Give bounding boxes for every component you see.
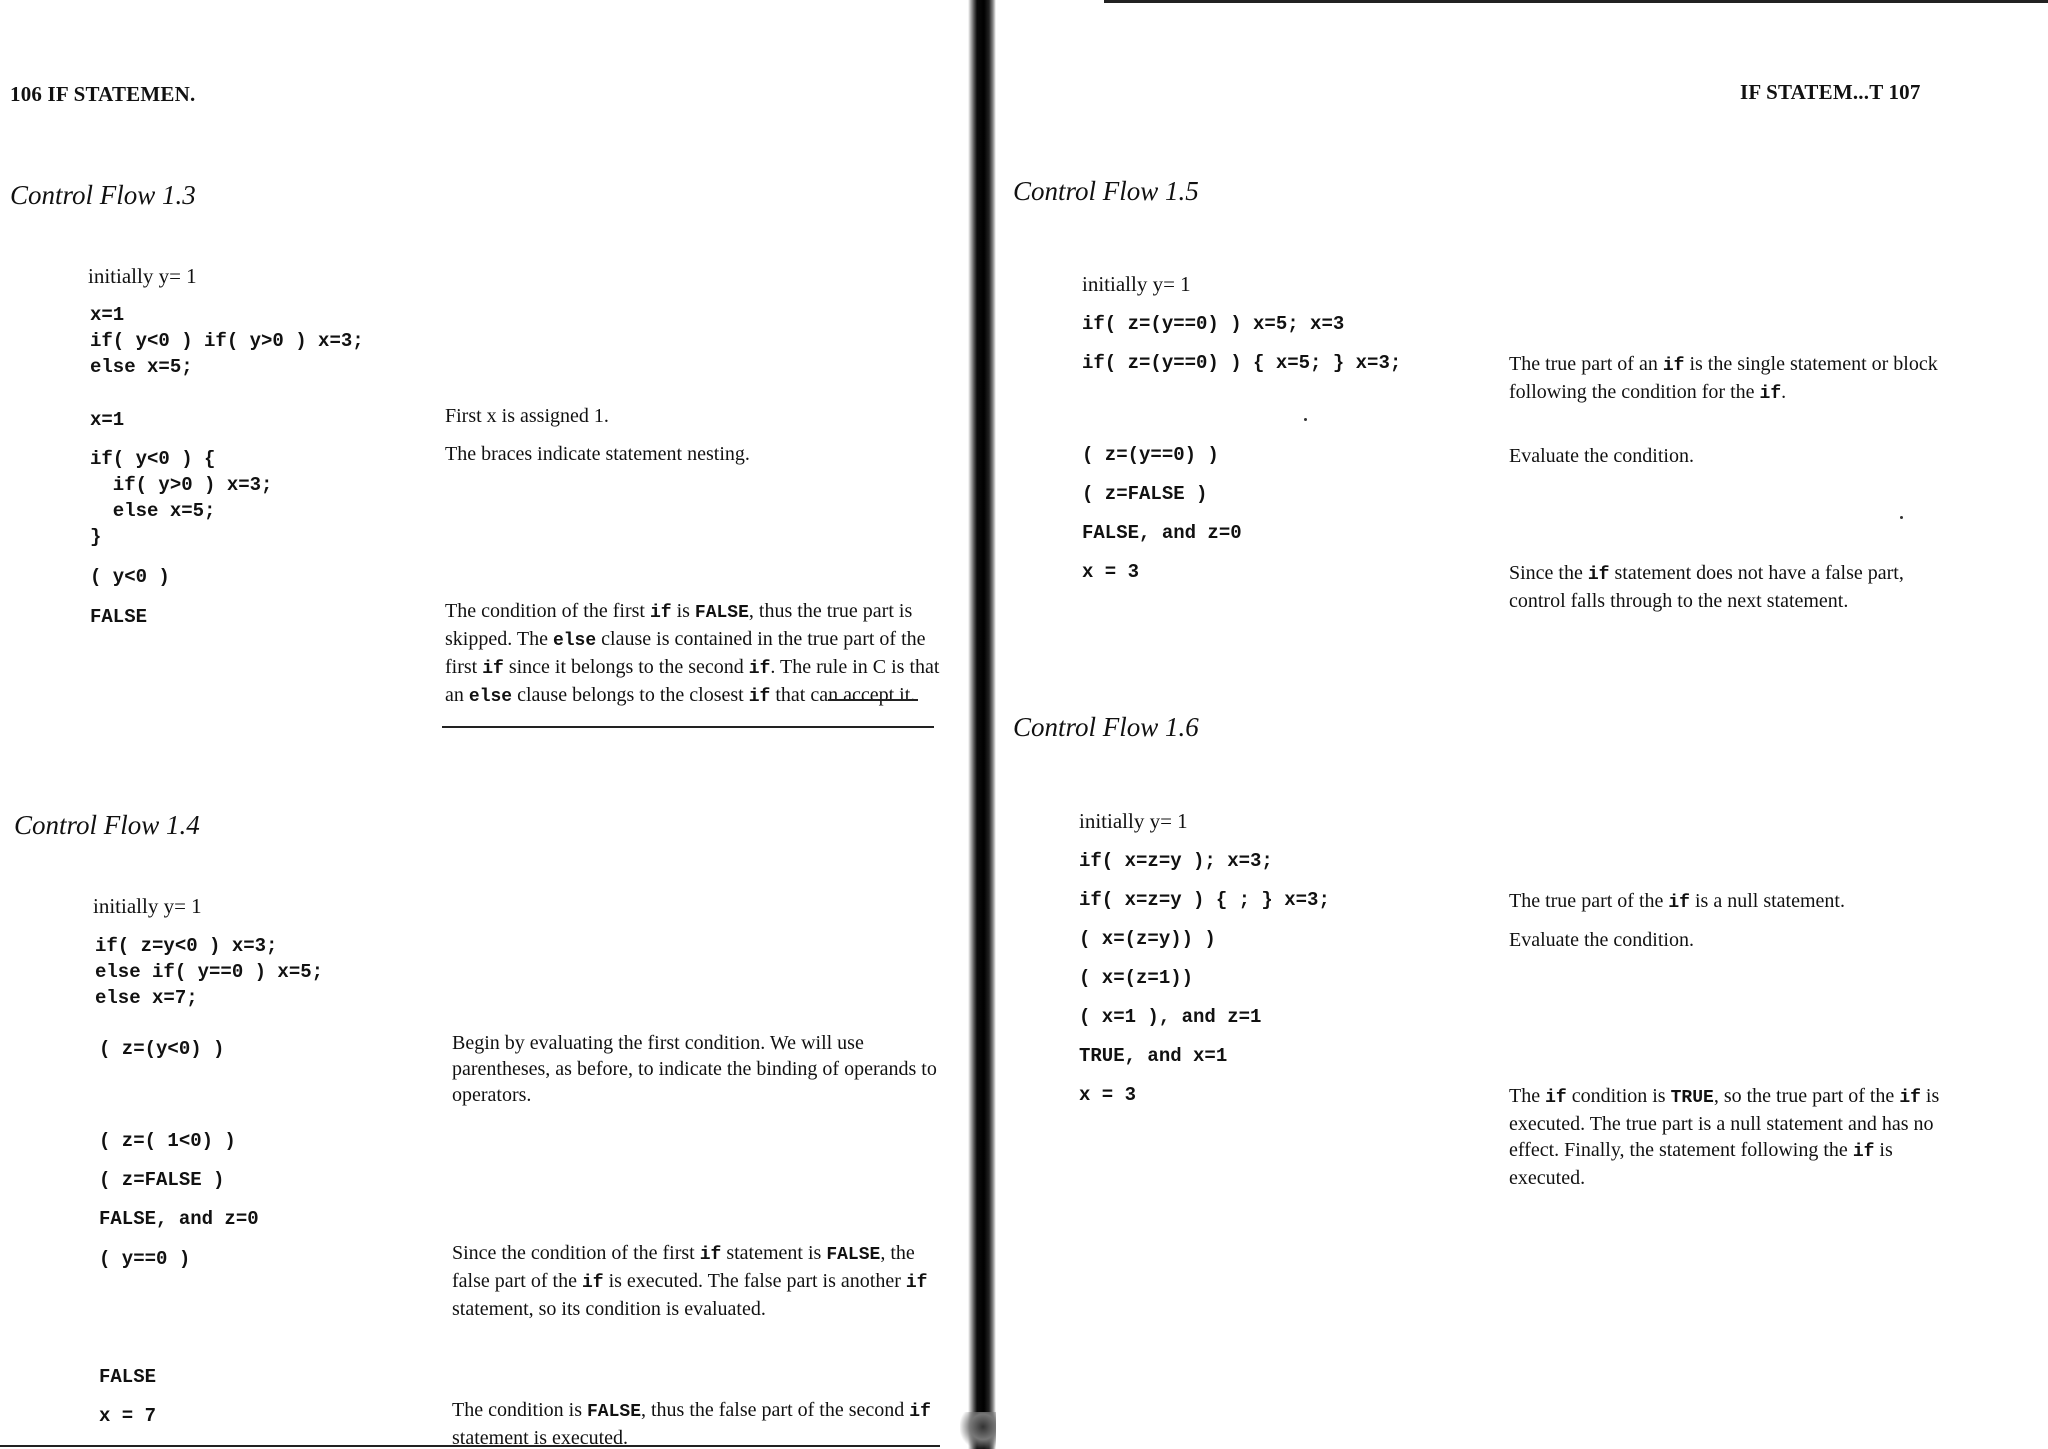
note-seg: clause belongs to the closest (512, 684, 749, 706)
note-seg: condition is (1566, 1085, 1671, 1107)
handwritten-underline (828, 699, 918, 701)
code-line: ( y<0 ) (90, 566, 170, 588)
note-seg: Since the (1509, 562, 1588, 584)
note-seg: The condition of the first (445, 600, 650, 622)
note-seg: statement, so its condition is evaluated. (452, 1298, 766, 1320)
note-seg: is the single statement or block following the condition for the (1509, 353, 1938, 403)
note-seg: statement does not have a false part, control falls through to the next statement. (1509, 562, 1904, 612)
note-seg: clause is contained in the true part of the first (445, 628, 926, 678)
note-seg: is executed. The true part is a null statement and has no effect. Finally, the statement following the (1509, 1085, 1940, 1161)
note-text: Evaluate the condition. (1509, 445, 1694, 467)
code-line: x = 3 (1079, 1084, 1137, 1106)
code-line: x = 7 (99, 1405, 157, 1427)
initial-condition: initially y= 1 (88, 264, 197, 288)
note-seg-mono: if (1899, 1088, 1921, 1108)
page-edge-rule (1104, 0, 2048, 3)
note-seg-mono: if (649, 603, 672, 623)
note-seg: is executed. The false part is another (603, 1270, 906, 1292)
note-seg-mono: if (699, 1245, 722, 1265)
note-seg-mono: if (1545, 1088, 1567, 1108)
note-seg: , thus the true part is skipped. The (445, 600, 913, 650)
code-block: x=1 if( y<0 ) if( y>0 ) x=3; else x=5; (90, 304, 364, 378)
note-seg: , the false part of the (452, 1242, 915, 1292)
code-line: ( z=FALSE ) (99, 1169, 225, 1191)
note-seg: The true part of an (1509, 353, 1663, 375)
code-line: if( x=z=y ) { ; } x=3; (1079, 889, 1330, 911)
code-line: ( x=(z=y)) ) (1079, 928, 1216, 950)
note-text: Begin by evaluating the first condition. We will use parentheses, as before, to indicate the binding of operands to operators. (452, 1032, 937, 1106)
print-speck (1900, 516, 1903, 519)
note-text (1509, 351, 1949, 407)
note-text: Evaluate the condition. (1509, 929, 1694, 951)
note-seg-mono: if (1587, 565, 1610, 585)
right-page (996, 0, 2048, 1449)
code-line: ( z=(y==0) ) (1082, 444, 1219, 466)
code-line: if( z=(y==0) ) x=5; x=3 (1082, 313, 1345, 335)
code-block: if( z=y<0 ) x=3; else if( y==0 ) x=5; else x=7; (95, 935, 324, 1009)
note-seg-mono: if (748, 687, 771, 707)
note-seg: The condition is (452, 1399, 587, 1421)
note-seg: is (671, 600, 695, 622)
initial-condition: initially y= 1 (1082, 272, 1191, 296)
section-title-cf-1-6: Control Flow 1.6 (1013, 712, 1199, 742)
note-seg: statement is (721, 1242, 827, 1264)
note-seg-mono: if (482, 659, 504, 679)
note-seg-mono: else (552, 631, 597, 651)
code-line: ( z=( 1<0) ) (99, 1130, 236, 1152)
note-seg-mono: if (1662, 356, 1685, 376)
note-text-content: First x is assigned 1. (445, 405, 609, 427)
note-seg: Since the condition of the first (452, 1242, 700, 1264)
book-gutter (968, 0, 996, 1449)
code-block: if( y<0 ) { if( y>0 ) x=3; else x=5; } (90, 448, 273, 548)
code-line: x = 3 (1082, 561, 1140, 583)
section-title-cf-1-3: Control Flow 1.3 (10, 180, 196, 210)
code-line: FALSE (99, 1366, 157, 1388)
right-running-header: IF STATEM...T 107 (1740, 80, 1921, 104)
note-seg-mono: if (1852, 1142, 1875, 1162)
note-seg: . (1781, 381, 1787, 403)
note-seg-mono: TRUE (1670, 1088, 1714, 1108)
code-line: ( x=1 ), and z=1 (1079, 1006, 1262, 1028)
handwritten-underline (442, 726, 934, 728)
code-line: FALSE, and z=0 (99, 1208, 259, 1230)
code-line: x=1 (90, 409, 125, 431)
note-text (1509, 560, 1949, 614)
code-line: if( x=z=y ); x=3; (1079, 850, 1273, 872)
note-text (1509, 888, 1969, 916)
left-page (0, 0, 968, 1449)
note-seg-mono: if (1668, 893, 1690, 913)
note-text (1509, 1083, 1949, 1191)
code-line: if( z=(y==0) ) { x=5; } x=3; (1082, 352, 1402, 374)
print-speck (1304, 418, 1307, 421)
code-line: ( z=(y<0) ) (99, 1038, 225, 1060)
note-text (452, 1240, 944, 1322)
note-text (452, 1397, 944, 1449)
initial-condition: initially y= 1 (1079, 809, 1188, 833)
note-seg-mono: else (468, 687, 513, 707)
code-line: ( x=(z=1)) (1079, 967, 1194, 989)
note-seg: that can accept it. (770, 684, 916, 706)
code-line: TRUE, and x=1 (1079, 1045, 1228, 1067)
initial-condition: initially y= 1 (93, 894, 202, 918)
note-seg-mono: FALSE (826, 1245, 881, 1265)
note-seg: since it belongs to the second (503, 656, 749, 678)
note-seg: is a null statement. (1689, 890, 1845, 912)
note-seg-mono: if (581, 1273, 604, 1293)
note-seg-mono: if (748, 659, 771, 679)
note-text (445, 403, 945, 429)
note-seg-mono: FALSE (694, 603, 749, 623)
note-seg: The true part of the (1509, 890, 1669, 912)
note-seg: , so the true part of the (1713, 1085, 1900, 1107)
note-seg-mono: FALSE (586, 1402, 641, 1422)
note-seg: The (1509, 1085, 1546, 1107)
code-line: FALSE, and z=0 (1082, 522, 1242, 544)
note-seg: is executed. (1509, 1139, 1893, 1189)
note-text: The braces indicate statement nesting. (445, 443, 750, 465)
note-seg-mono: if (909, 1402, 931, 1422)
code-line: FALSE (90, 606, 148, 628)
note-seg: statement is executed. (452, 1427, 629, 1449)
note-text (445, 598, 945, 710)
section-title-cf-1-5: Control Flow 1.5 (1013, 176, 1199, 206)
note-seg: , thus the false part of the second (641, 1399, 910, 1421)
note-seg-mono: if (905, 1273, 928, 1293)
left-running-header: 106 IF STATEMEN. (10, 82, 196, 106)
code-line: ( y==0 ) (99, 1248, 191, 1270)
note-seg: . The rule in C is that an (445, 656, 940, 706)
note-seg-mono: if (1759, 384, 1782, 404)
code-line: ( z=FALSE ) (1082, 483, 1208, 505)
section-title-cf-1-4: Control Flow 1.4 (14, 810, 200, 840)
